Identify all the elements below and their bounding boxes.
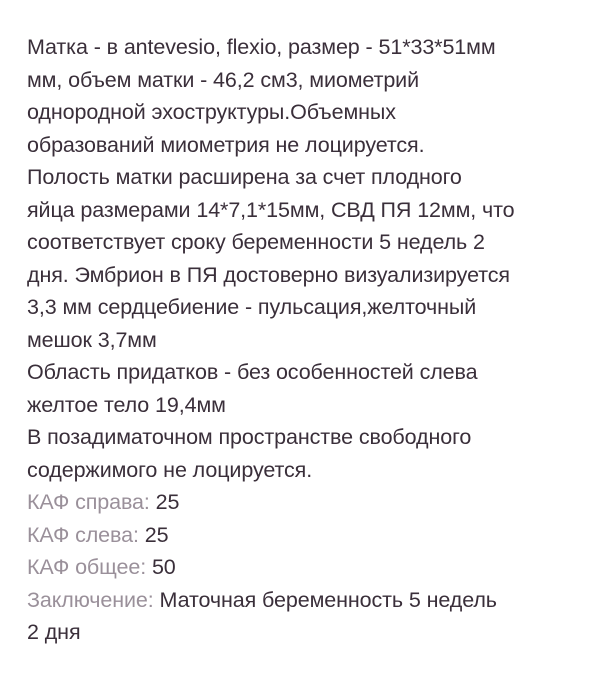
report-line: Матка - в antevesio, flexio, размер - 51*33*51мм xyxy=(27,35,496,59)
field-caf-left xyxy=(27,519,580,552)
field-value: 50 xyxy=(151,555,176,579)
report-line: содержимого не лоцируется. xyxy=(27,457,313,482)
report-line: однородной эхоструктуры.Объемных xyxy=(27,100,396,124)
report-line: 3,3 мм сердцебиение - пульсация,желточный xyxy=(27,295,477,319)
report-line: мешок 3,7мм xyxy=(27,327,157,352)
conclusion-value: Маточная беременность 5 недель xyxy=(159,587,497,612)
ultrasound-report xyxy=(27,31,580,649)
conclusion-label: Заключение: xyxy=(27,587,154,612)
report-line: соответствует сроку беременности 5 недель 2 xyxy=(27,230,485,254)
report-line: образований миометрия не лоцируется. xyxy=(27,132,425,157)
report-line: дня. Эмбрион в ПЯ достоверно визуализируется xyxy=(27,262,510,287)
field-label: КАФ слева: xyxy=(27,522,139,547)
report-line: яйца размерами 14*7,1*15мм, СВД ПЯ 12мм, что xyxy=(27,197,515,222)
field-caf-total xyxy=(27,551,580,584)
field-caf-right xyxy=(27,486,580,519)
field-value: 25 xyxy=(155,490,180,514)
conclusion-continuation: 2 дня xyxy=(27,620,81,644)
report-line: Область придатков - без особенностей слева xyxy=(27,360,478,384)
report-line: В позадиматочном пространстве свободного xyxy=(27,425,472,449)
report-line: Полость матки расширена за счет плодного xyxy=(27,165,462,189)
report-line: мм, объем матки - 46,2 см3, миометрий xyxy=(27,67,420,92)
report-line: желтое тело 19,4мм xyxy=(27,392,226,417)
field-label: КАФ справа: xyxy=(27,490,150,514)
conclusion xyxy=(27,584,580,617)
field-label: КАФ общее: xyxy=(27,555,147,579)
field-value: 25 xyxy=(144,522,169,547)
